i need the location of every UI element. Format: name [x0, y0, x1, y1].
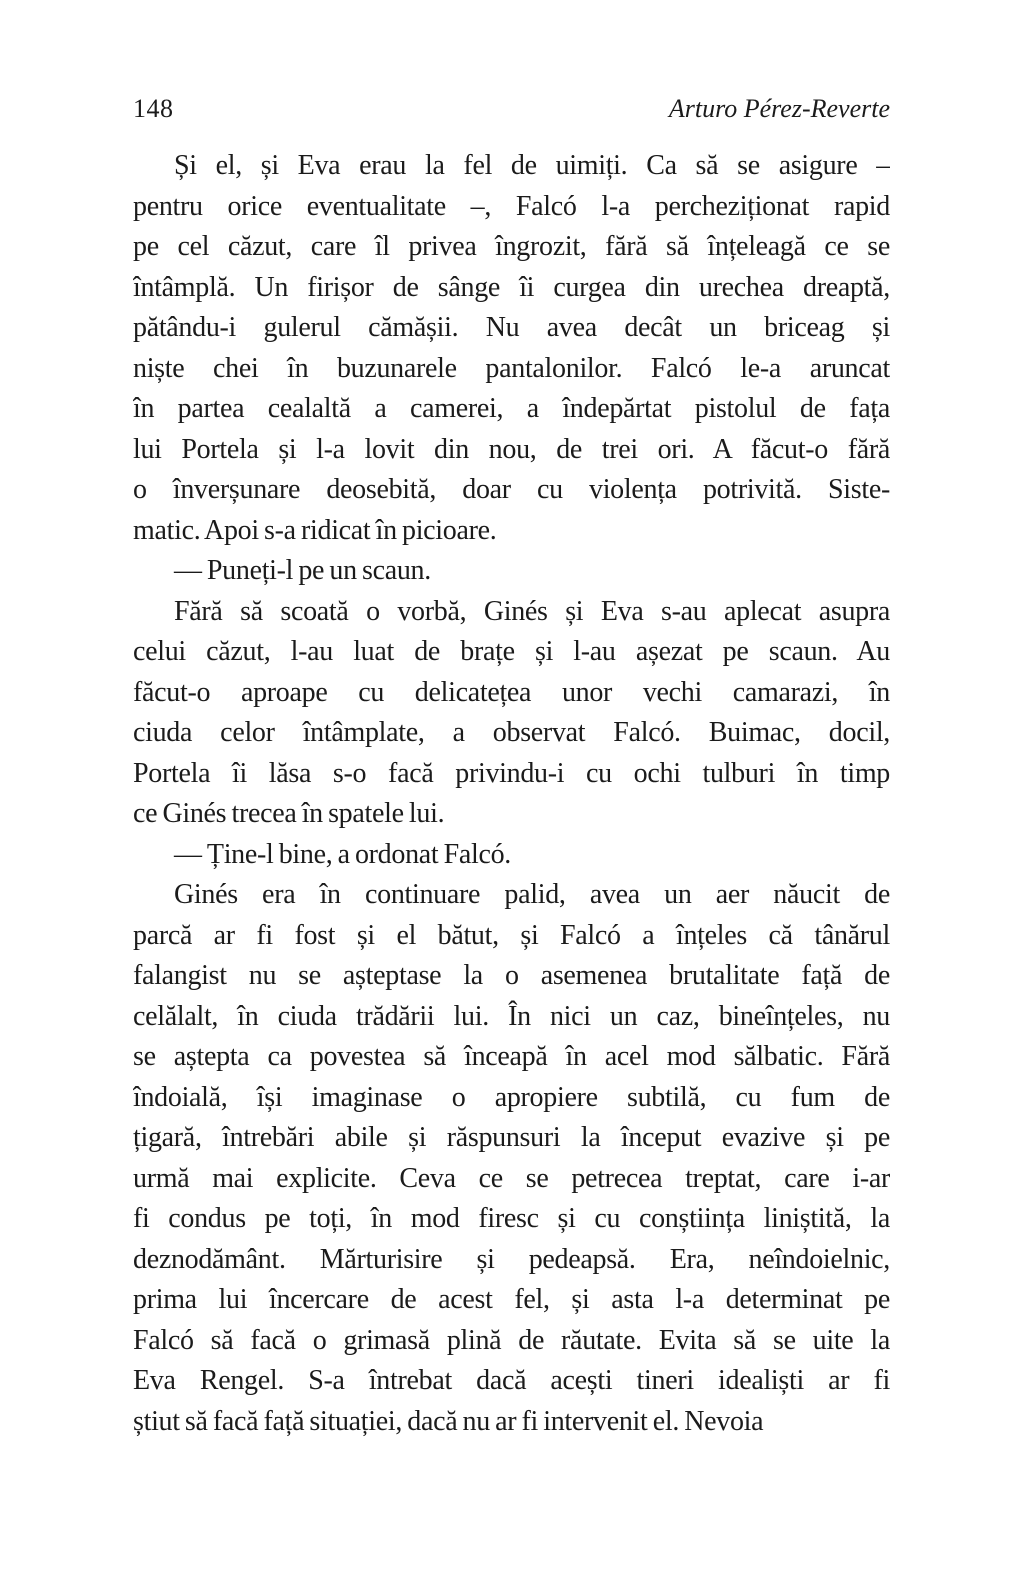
text-line: pentru orice eventualitate –, Falcó l-a percheziționat rapid — [133, 190, 890, 222]
text-line: știut să facă față situației, dacă nu ar fi intervenit el. Nevoia — [133, 1405, 764, 1437]
text-line: Eva Rengel. S-a întrebat dacă acești tineri idealiști ar fi — [133, 1365, 890, 1396]
page-number: 148 — [133, 94, 174, 123]
text-line: o înverșunare deosebită, doar cu violența potrivită. Siste- — [133, 474, 890, 505]
text-line: întâmplă. Un firișor de sânge îi curgea din urechea dreaptă, — [133, 271, 890, 303]
text-line: urmă mai explicite. Ceva ce se petrecea treptat, care i-ar — [133, 1162, 890, 1194]
text-line: Falcó să facă o grimasă plină de răutate. Evita să se uite la — [133, 1324, 890, 1356]
text-line: prima lui încercare de acest fel, și asta l-a determinat pe — [133, 1284, 890, 1315]
text-line: lui Portela și l-a lovit din nou, de trei ori. A făcut-o fără — [133, 433, 890, 465]
running-header — [133, 94, 890, 124]
text-line: deznodământ. Mărturisire și pedeapsă. Era, neîndoielnic, — [133, 1243, 890, 1275]
text-line: în partea cealaltă a camerei, a îndepărtat pistolul de fața — [133, 393, 890, 424]
text-line: celui căzut, l-au luat de brațe și l-au așezat pe scaun. Au — [133, 636, 890, 667]
text-line: îndoială, își imaginase o apropiere subtilă, cu fum de — [133, 1081, 890, 1113]
text-line: pătându-i gulerul cămășii. Nu avea decât un briceag și — [133, 312, 890, 343]
text-line: niște chei în buzunarele pantalonilor. Falcó le-a aruncat — [133, 352, 890, 384]
text-line: matic. Apoi s-a ridicat în picioare. — [133, 514, 497, 546]
text-line: — Ține-l bine, a ordonat Falcó. — [174, 838, 511, 870]
running-head-author: Arturo Pérez-Reverte — [668, 94, 890, 123]
text-line: țigară, întrebări abile și răspunsuri la început evazive și pe — [133, 1122, 890, 1153]
text-line: Fără să scoată o vorbă, Ginés și Eva s-au aplecat asupra — [174, 595, 890, 627]
text-line: ce Ginés trecea în spatele lui. — [133, 798, 445, 829]
text-line: pe cel căzut, care îl privea îngrozit, fără să înțeleagă ce se — [133, 231, 890, 262]
text-line: ciuda celor întâmplate, a observat Falcó. Buimac, docil, — [133, 717, 890, 748]
text-line: se aștepta ca povestea să înceapă în acel mod sălbatic. Fără — [133, 1041, 890, 1072]
text-line: Ginés era în continuare palid, avea un aer năucit de — [174, 879, 890, 910]
text-line: făcut-o aproape cu delicatețea unor vechi camarazi, în — [133, 676, 890, 708]
text-line: parcă ar fi fost și el bătut, și Falcó a înțeles că tânărul — [133, 919, 890, 951]
text-line: Și el, și Eva erau la fel de uimiți. Ca să se asigure – — [174, 150, 890, 181]
text-line: falangist nu se așteptase la o asemenea brutalitate față de — [133, 960, 890, 991]
text-line: fi condus pe toți, în mod firesc și cu conștiința liniștită, la — [133, 1203, 890, 1234]
text-line: — Puneți-l pe un scaun. — [174, 555, 431, 586]
body-text — [133, 146, 890, 1442]
text-line: Portela îi lăsa s-o facă privindu-i cu ochi tulburi în timp — [133, 757, 890, 789]
text-line: celălalt, în ciuda trădării lui. În nici un caz, bineînțeles, nu — [133, 1000, 890, 1032]
